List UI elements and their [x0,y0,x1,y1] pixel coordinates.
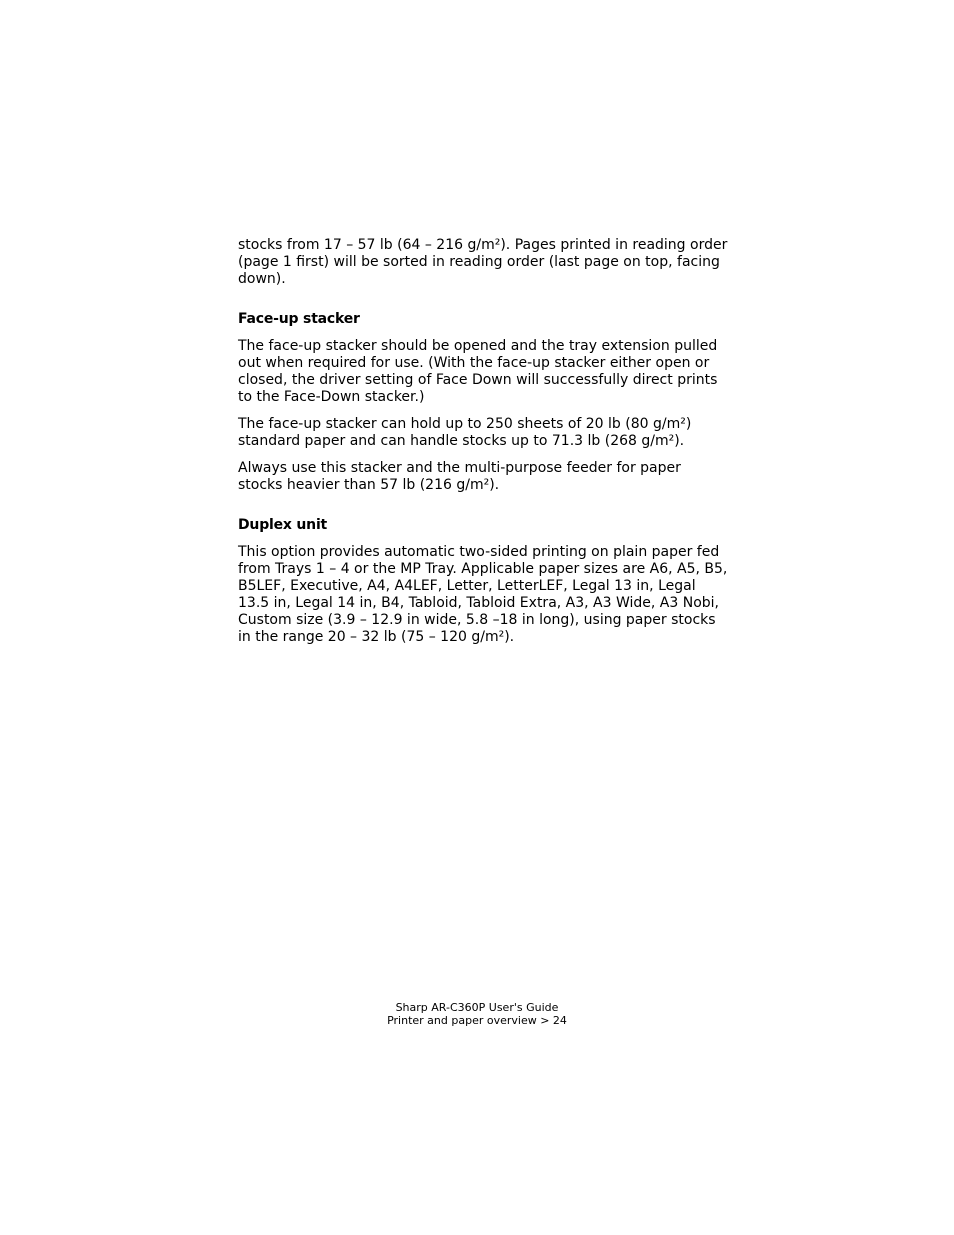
footer-breadcrumb: Printer and paper overview > 24 [387,1013,567,1027]
duplex-unit-heading: Duplex unit [238,517,328,533]
footer-guide-title: Sharp AR-C360P User's Guide [395,1001,559,1014]
document-body [238,237,728,646]
page-footer [0,1002,954,1027]
face-up-paragraph-1: The face-up stacker should be opened and the tray extension pulled out when required for use. (With the face-up stacker either open or closed, the driver setting of Face Down will successfully direct prints to the Face-Down stacker.) [238,338,718,405]
face-up-stacker-heading: Face-up stacker [238,311,360,327]
duplex-paragraph-1: This option provides automatic two-sided printing on plain paper fed from Trays 1 – 4 or the MP Tray. Applicable paper sizes are A6, A5, B5, B5LEF, Executive, A4, A4LEF, Letter, LetterLEF, Legal 13 in, Legal 13.5 in, Legal 14 in, B4, Tabloid, Tabloid Extra, A3, A3 Wide, A3 Nobi, Custom size (3.9 – 12.9 in wide, 5.8 –18 in long), using paper stocks in the range 20 – 32 lb (75 – 120 g/m²). [238,544,728,645]
face-up-paragraph-3: Always use this stacker and the multi-purpose feeder for paper stocks heavier than 57 lb (216 g/m²). [238,460,681,493]
intro-paragraph: stocks from 17 – 57 lb (64 – 216 g/m²). Pages printed in reading order (page 1 first) will be sorted in reading order (last page on top, facing down). [238,237,728,287]
face-up-paragraph-2: The face-up stacker can hold up to 250 sheets of 20 lb (80 g/m²) standard paper and can handle stocks up to 71.3 lb (268 g/m²). [238,416,692,449]
